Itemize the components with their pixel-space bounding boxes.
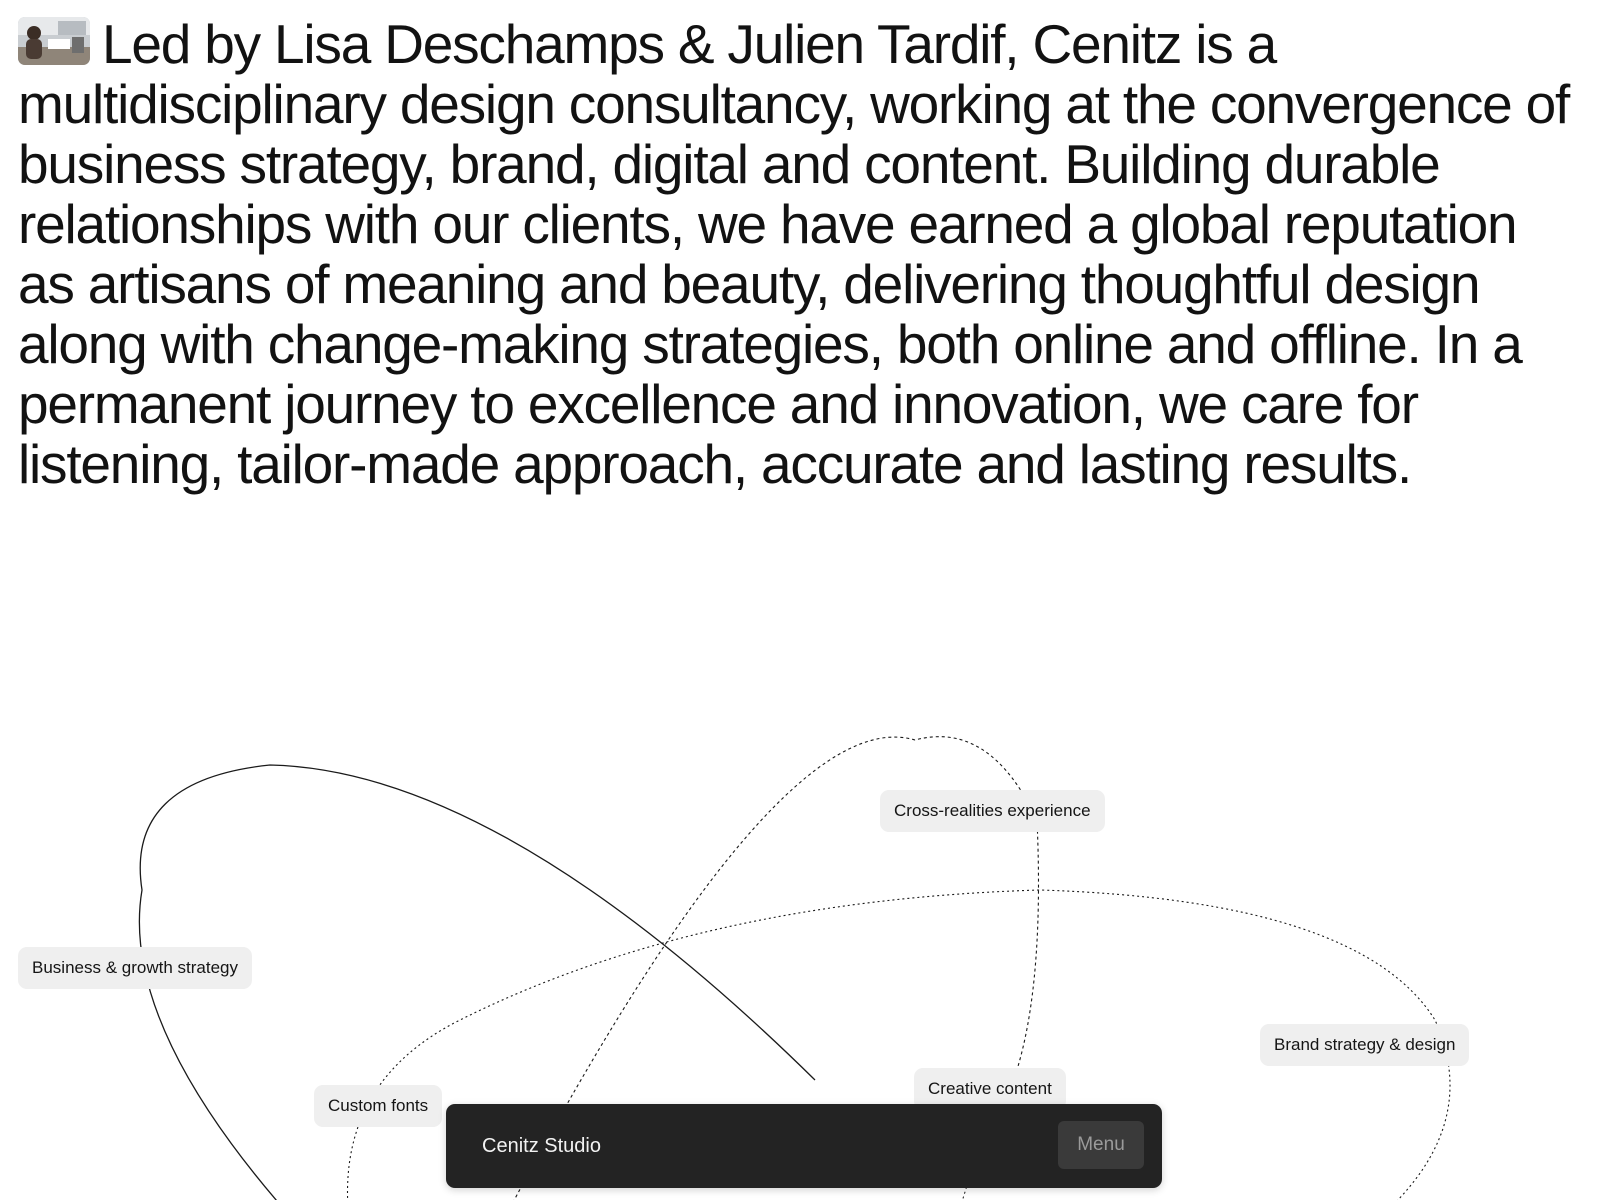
- brand-link[interactable]: Cenitz Studio: [482, 1135, 601, 1157]
- tag-cross-realities-experience[interactable]: Cross-realities experience: [880, 790, 1105, 832]
- intro-paragraph: [18, 14, 1583, 494]
- tag-brand-strategy-design[interactable]: Brand strategy & design: [1260, 1024, 1469, 1066]
- bottom-navbar: [446, 1104, 1162, 1188]
- intro-text: Led by Lisa Deschamps & Julien Tardif, Cenitz is a multidisciplinary design consultancy, working at the convergence of business strategy, brand, digital and content. Building durable relationships with our clients, we have earned a global reputation as artisans of meaning and beauty, delivering thoughtful design along with change-making strategies, both online and offline. In a permanent journey to excellence and innovation, we care for listening, tailor-made approach, accurate and lasting results.: [18, 13, 1570, 495]
- team-photo-thumbnail: [18, 17, 90, 65]
- tag-business-growth-strategy[interactable]: Business & growth strategy: [18, 947, 252, 989]
- tag-creative-content[interactable]: Creative content: [914, 1068, 1066, 1110]
- menu-button[interactable]: Menu: [1058, 1121, 1144, 1169]
- tag-custom-fonts[interactable]: Custom fonts: [314, 1085, 442, 1127]
